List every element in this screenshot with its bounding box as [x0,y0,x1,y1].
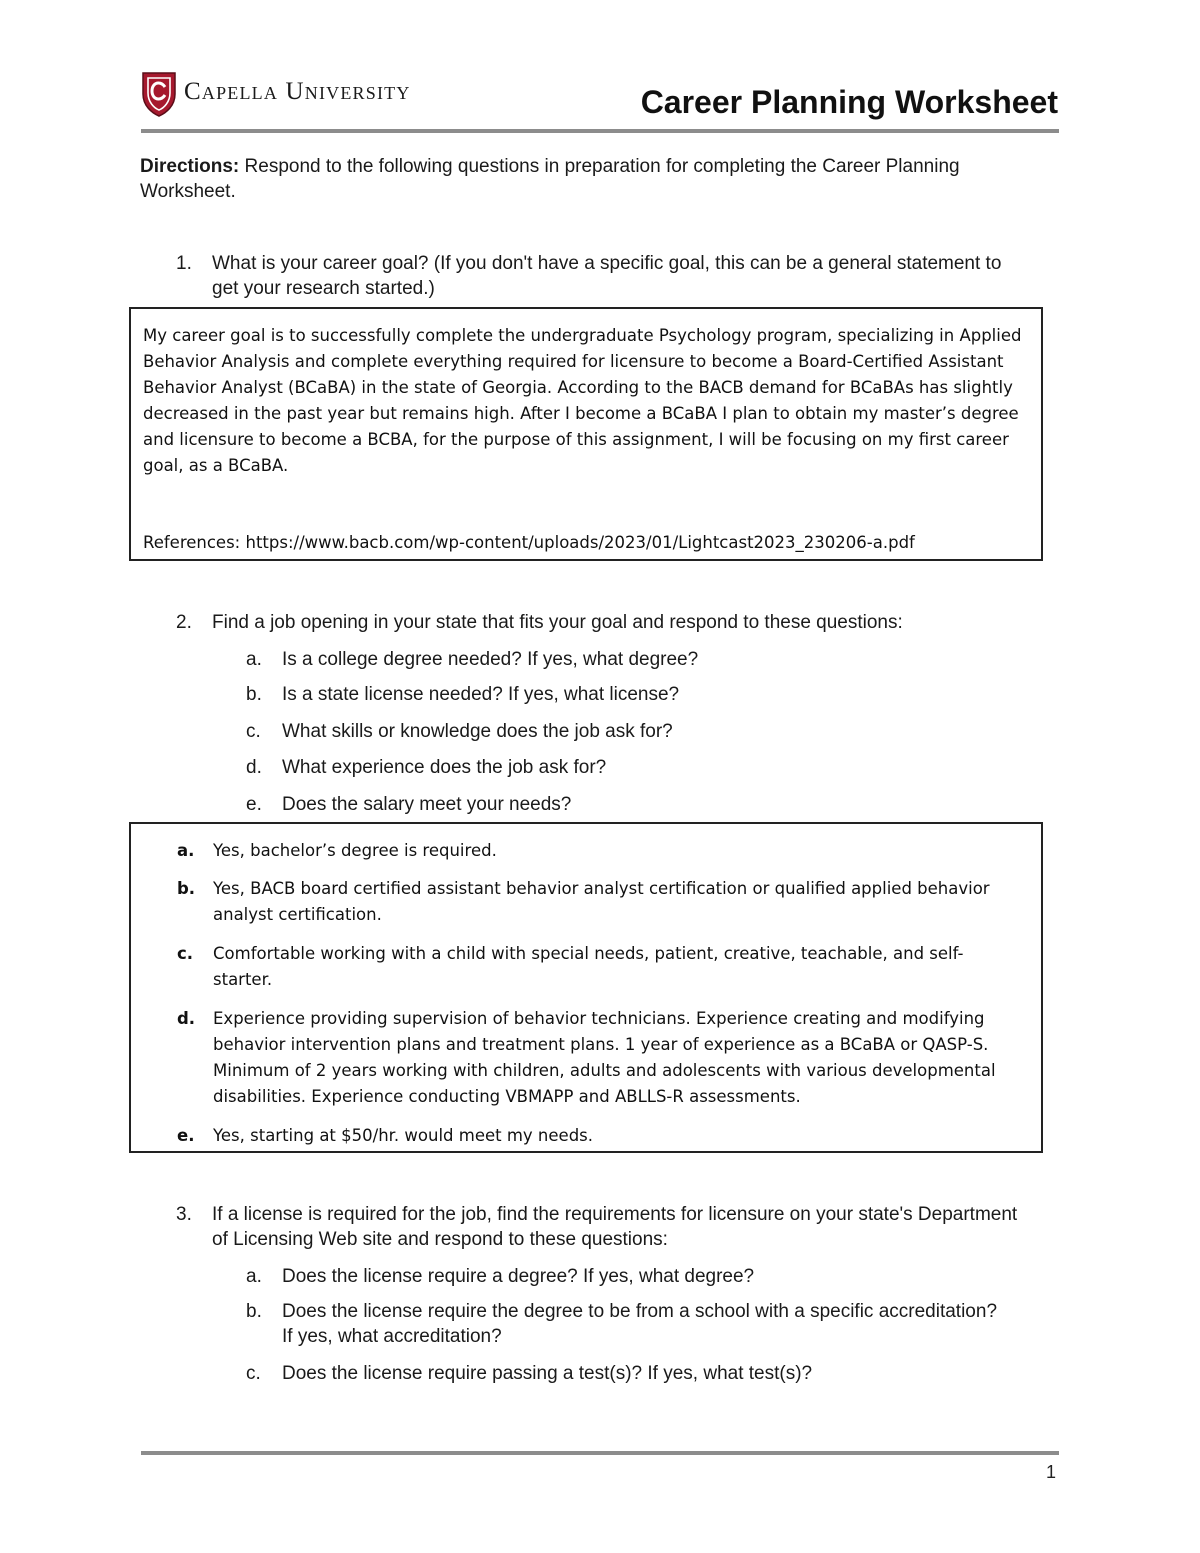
directions-label: Directions: [140,156,240,177]
question-1 [140,251,1020,301]
subitem-text: What experience does the job ask for? [282,757,607,778]
answer-letter: e. [177,1126,195,1145]
page-title: Career Planning Worksheet [640,84,1058,120]
university-logo [140,70,411,118]
crest-icon [140,70,178,118]
question-2-subitem-a [246,647,1006,672]
answer-box-1[interactable] [129,307,1043,561]
answer-text: Yes, starting at $50/hr. would meet my needs. [213,1126,594,1145]
page-number: 1 [1046,1462,1057,1482]
question-2-subitem-d [246,755,1006,780]
answer-2-item-e [177,1123,1007,1149]
subitem-letter: b. [246,684,262,705]
answer-text: Yes, BACB board certified assistant behavior analyst certification or qualified applied behavior analyst certification. [213,879,990,924]
subitem-letter: c. [246,1363,261,1384]
subitem-letter: a. [246,1266,262,1287]
question-2-subitem-c [246,719,1006,744]
answer-text: Experience providing supervision of behavior technicians. Experience creating and modifying behavior intervention plans and treatment plans. 1 year of experience as a BCaBA or QASP-S. Minimum of 2 years working with children, adults and adolescents with various developmental disabilities. Experience conducting VBMAPP and ABLLS-R assessments. [213,1009,996,1106]
answer-text: Comfortable working with a child with special needs, patient, creative, teachable, and self-starter. [213,944,964,989]
answer-1-text: My career goal is to successfully complete the undergraduate Psychology program, specializing in Applied Behavior Analysis and complete everything required for licensure to become a Board-Certified Assistant Behavior Analyst (BCaBA) in the state of Georgia. According to the BACB demand for BCaBAs has slightly decreased in the past year but remains high. After I become a BCaBA I plan to obtain my master’s degree and licensure to become a BCBA, for the purpose of this assignment, I will be focusing on my first career goal, as a BCaBA. [143,326,1022,475]
question-3-subitem-a [246,1264,1006,1289]
directions [140,154,1020,204]
subitem-text: Does the license require a degree? If yes, what degree? [282,1266,755,1287]
subitem-text: Does the license require the degree to be from a school with a specific accreditation? If yes, what accreditation? [282,1301,998,1347]
answer-text: Yes, bachelor’s degree is required. [213,841,497,860]
question-text: Find a job opening in your state that fits your goal and respond to these questions: [212,612,903,633]
question-3 [140,1202,1020,1252]
question-3-subitem-b [246,1299,1006,1349]
question-3-subitem-c [246,1361,1006,1386]
question-number: 2. [176,612,192,633]
answer-2-item-a [177,838,1007,864]
answer-letter: b. [177,879,196,898]
directions-text: Respond to the following questions in preparation for completing the Career Planning Worksheet. [140,156,960,202]
answer-1-references: References: https://www.bacb.com/wp-content/uploads/2023/01/Lightcast2023_230206-a.pdf [143,533,915,552]
answer-letter: d. [177,1009,196,1028]
subitem-text: Is a college degree needed? If yes, what degree? [282,649,699,670]
answer-letter: a. [177,841,195,860]
subitem-letter: a. [246,649,262,670]
answer-letter: c. [177,944,194,963]
question-text: What is your career goal? (If you don't have a specific goal, this can be a general statement to get your research started.) [212,253,1002,299]
question-number: 3. [176,1204,192,1225]
subitem-letter: b. [246,1301,262,1322]
question-2-subitem-e [246,792,1006,817]
university-name: Capella University [184,78,411,105]
subitem-text: Does the license require passing a test(s)? If yes, what test(s)? [282,1363,813,1384]
question-2-subitem-b [246,682,1006,707]
answer-2-item-d [177,1006,1007,1110]
subitem-letter: c. [246,721,261,742]
subitem-letter: d. [246,757,262,778]
question-text: If a license is required for the job, find the requirements for licensure on your state's Department of Licensing Web site and respond to these questions: [212,1204,1018,1250]
answer-2-item-c [177,941,1007,993]
subitem-letter: e. [246,794,262,815]
answer-2-item-b [177,876,1007,928]
page-header [140,68,1060,132]
subitem-text: Does the salary meet your needs? [282,794,572,815]
question-2 [140,610,1020,635]
footer-divider [141,1451,1059,1455]
question-number: 1. [176,253,192,274]
subitem-text: What skills or knowledge does the job ask for? [282,721,673,742]
header-divider [141,129,1059,133]
answer-box-2[interactable] [129,822,1043,1153]
subitem-text: Is a state license needed? If yes, what license? [282,684,680,705]
